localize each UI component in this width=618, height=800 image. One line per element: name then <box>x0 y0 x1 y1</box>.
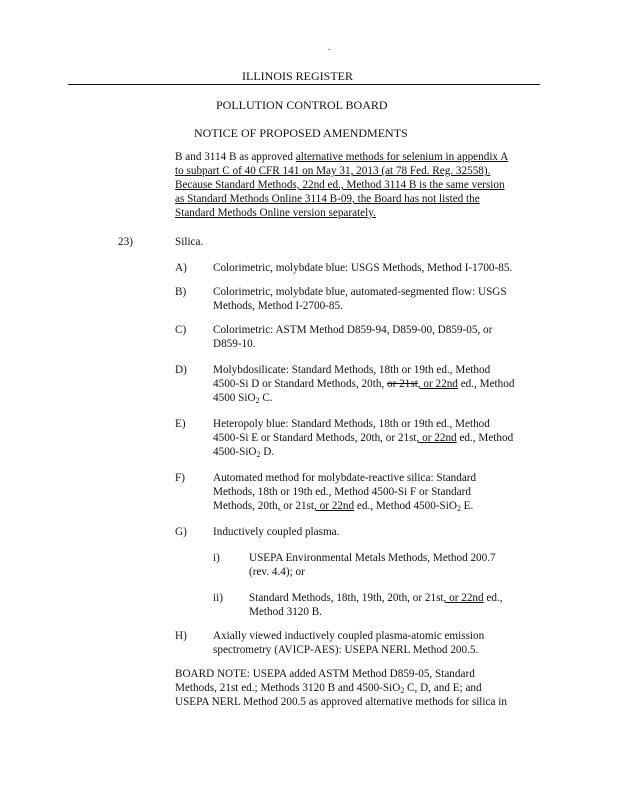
item-d-l3sub: 2 <box>255 396 260 405</box>
item-d-line-1: Molybdosilicate: Standard Methods, 18th or 19th ed., Method <box>213 364 491 376</box>
subitem-ii-line-1 <box>249 592 503 604</box>
intro-line-3: Because Standard Methods, 22nd ed., Method 3114 B is the same version <box>175 179 505 191</box>
item-label-d: D) <box>175 364 187 376</box>
board-title: POLLUTION CONTROL BOARD <box>216 98 388 112</box>
intro-line-5: Standard Methods Online version separately. <box>175 207 376 219</box>
item-b-line-1: Colorimetric, molybdate blue, automated-segmented flow: USGS <box>213 286 507 298</box>
item-a-line-1: Colorimetric, molybdate blue: USGS Methods, Method I-1700-85. <box>213 262 513 274</box>
item-label-a: A) <box>175 262 187 274</box>
subitem-ii-l1b: ed., <box>483 592 503 604</box>
item-e-line-2 <box>213 432 513 444</box>
item-h-line-2: spectrometry (AVICP-AES): USEPA NERL Method 200.5. <box>213 644 479 656</box>
item-c-line-1: Colorimetric: ASTM Method D859-94, D859-00, D859-05, or <box>213 324 493 336</box>
item-d-l3a: 4500 SiO <box>213 392 256 404</box>
item-e-l2a: 4500-Si E or Standard Methods, 20th, or 21st <box>213 432 417 444</box>
item-f-l3d: E. <box>460 500 474 512</box>
item-label-g: G) <box>175 526 187 538</box>
item-f-line-3 <box>213 500 473 512</box>
section-title: Silica. <box>175 236 204 248</box>
board-note-line-1: BOARD NOTE: USEPA added ASTM Method D859-05, Standard <box>175 668 475 680</box>
item-label-c: C) <box>175 324 187 336</box>
notice-title: NOTICE OF PROPOSED AMENDMENTS <box>194 126 408 140</box>
intro-line-1 <box>175 151 508 163</box>
item-f-l3u2: , or 22nd <box>314 500 355 512</box>
item-f-l3u1: , <box>277 500 281 512</box>
subitem-ii-line-2: Method 3120 B. <box>249 606 323 618</box>
item-d-l3b: C. <box>259 392 273 404</box>
intro-l1b: alternative methods for selenium in appendix A <box>295 151 509 163</box>
item-f-l3c: ed., Method 4500-SiO <box>354 500 457 512</box>
item-e-l3b: D. <box>260 446 275 458</box>
item-e-l3sub: 2 <box>256 450 261 459</box>
board-note-l2b: C, D, and E; and <box>404 682 482 694</box>
item-label-e: E) <box>175 418 186 430</box>
section-number: 23) <box>118 236 133 248</box>
item-d-l2b: , <box>417 378 424 390</box>
item-f-l3a: Methods, 20th <box>213 500 278 512</box>
top-dot: . <box>328 42 331 52</box>
intro-line-4: as Standard Methods Online 3114 B-09, the Board has not listed the <box>175 193 480 205</box>
item-d-l2a: 4500-Si D or Standard Methods, 20th, <box>213 378 388 390</box>
item-e-l3a: 4500-SiO <box>213 446 257 458</box>
item-g-line-1: Inductively coupled plasma. <box>213 526 340 538</box>
item-d-line-2 <box>213 378 514 390</box>
item-label-b: B) <box>175 286 187 298</box>
item-h-line-1: Axially viewed inductively coupled plasma-atomic emission <box>213 630 485 642</box>
subitem-i-line-2: (rev. 4.4); or <box>249 566 305 578</box>
item-f-l3sub: 2 <box>456 504 461 513</box>
subitem-ii-l1a: Standard Methods, 18th, 19th, 20th, or 21st <box>249 592 444 604</box>
item-d-line-3 <box>213 392 273 404</box>
subitem-i-line-1: USEPA Environmental Metals Methods, Method 200.7 <box>249 552 496 564</box>
item-e-l2u: , or 22nd <box>416 432 457 444</box>
header-rule <box>68 84 540 85</box>
item-label-h: H) <box>175 630 187 642</box>
item-d-l2c: ed., Method <box>457 378 515 390</box>
item-b-line-2: Methods, Method I-2700-85. <box>213 300 343 312</box>
subitem-ii-l1u: , or 22nd <box>443 592 484 604</box>
item-e-line-3 <box>213 446 274 458</box>
subitem-label-i: i) <box>213 552 220 564</box>
board-note-l2a: Methods, 21st ed.; Methods 3120 B and 4500-SiO <box>175 682 401 694</box>
board-note-l2sub: 2 <box>400 686 405 695</box>
subitem-label-ii: ii) <box>213 592 223 604</box>
intro-l1a: B and 3114 B as approved <box>175 151 296 163</box>
item-e-l2c: ed., Method <box>456 432 514 444</box>
item-label-f: F) <box>175 472 185 484</box>
item-f-l3b: or 21st <box>280 500 314 512</box>
intro-line-2: to subpart C of 40 CFR 141 on May 31, 2013 (at 78 Fed. Reg. 32558). <box>175 165 491 177</box>
item-c-line-2: D859-10. <box>213 338 256 350</box>
item-d-l2s: or 21st <box>387 378 418 390</box>
board-note-line-3: USEPA NERL Method 200.5 as approved alternative methods for silica in <box>175 696 507 708</box>
item-e-line-1: Heteropoly blue: Standard Methods, 18th or 19th ed., Method <box>213 418 490 430</box>
item-f-line-1: Automated method for molybdate-reactive silica: Standard <box>213 472 477 484</box>
register-title: ILLINOIS REGISTER <box>242 69 353 83</box>
board-note-line-2 <box>175 682 482 694</box>
item-d-l2u: or 22nd <box>423 378 458 390</box>
item-f-line-2: Methods, 18th or 19th ed., Method 4500-Si F or Standard <box>213 486 471 498</box>
